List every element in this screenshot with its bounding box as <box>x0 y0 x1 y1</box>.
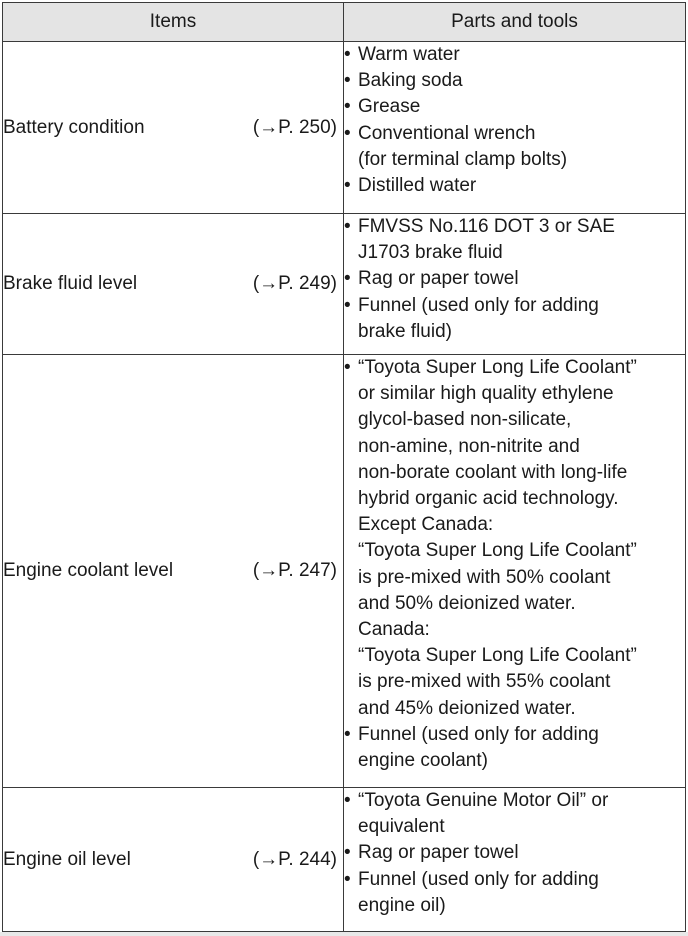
bullet-icon: • <box>344 44 351 65</box>
parts-cell <box>344 788 686 932</box>
item-name: Engine coolant level <box>3 560 174 581</box>
part-text: “Toyota Super Long Life Coolant” or similar high quality ethylene glycol-based non-silicate, non-amine, non-nitrite and non-borate coolant with long-life hybrid organic acid technology. Except Canada: “Toyota Super Long Life Coolant” is pre-mixed with 50% coolant and 50% deionized water. Canada: “Toyota Super Long Life Coolant” is pre-mixed with 55% coolant and 45% deionized water. <box>358 357 637 719</box>
table-row <box>3 788 686 932</box>
table-row <box>3 42 686 214</box>
list-item <box>344 42 685 68</box>
parts-list <box>344 214 685 345</box>
header-parts-and-tools: Parts and tools <box>344 3 686 42</box>
parts-list <box>344 788 685 919</box>
item-line <box>3 849 343 871</box>
item-cell <box>3 42 344 214</box>
part-text: Distilled water <box>358 175 477 197</box>
item-name: Engine oil level <box>3 848 131 870</box>
parts-cell <box>344 42 686 214</box>
list-item <box>344 293 685 345</box>
part-text: Grease <box>358 96 421 118</box>
bullet-icon: • <box>344 842 351 864</box>
bullet-icon: • <box>344 70 351 92</box>
bullet-icon: • <box>344 175 351 197</box>
bullet-icon: • <box>344 357 351 378</box>
header-items: Items <box>3 3 344 42</box>
parts-list <box>344 355 685 774</box>
list-item <box>344 68 685 94</box>
list-item <box>344 788 685 840</box>
part-text: Rag or paper towel <box>358 268 519 290</box>
item-cell <box>3 355 344 788</box>
list-item <box>344 355 685 722</box>
part-text: Baking soda <box>358 70 463 92</box>
page-reference: (→P. 247) <box>252 560 337 581</box>
parts-and-tools-table <box>2 2 686 932</box>
bullet-icon: • <box>344 96 351 118</box>
part-text: Funnel (used only for adding engine coolant) <box>358 723 599 772</box>
item-line <box>3 560 343 582</box>
page-reference: (→P. 249) <box>252 273 337 294</box>
page-bottom-edge <box>0 932 688 936</box>
bullet-icon: • <box>344 216 351 237</box>
part-text: Rag or paper towel <box>358 842 519 864</box>
part-text: Funnel (used only for adding engine oil) <box>358 868 599 916</box>
item-cell <box>3 788 344 932</box>
parts-cell <box>344 355 686 788</box>
item-line <box>3 117 343 139</box>
bullet-icon: • <box>344 790 351 811</box>
list-item <box>344 121 685 173</box>
list-item <box>344 867 685 919</box>
list-item <box>344 722 685 774</box>
item-line <box>3 273 343 295</box>
list-item <box>344 94 685 120</box>
part-text: Conventional wrench (for terminal clamp bolts) <box>358 122 568 170</box>
part-text: FMVSS No.116 DOT 3 or SAE J1703 brake fluid <box>358 216 615 264</box>
parts-cell <box>344 214 686 355</box>
item-name: Brake fluid level <box>3 273 138 294</box>
bullet-icon: • <box>344 868 351 890</box>
part-text: Funnel (used only for adding brake fluid) <box>358 294 599 342</box>
page-reference: (→P. 250) <box>252 116 337 138</box>
list-item <box>344 214 685 266</box>
list-item <box>344 840 685 866</box>
table-row <box>3 355 686 788</box>
bullet-icon: • <box>344 268 351 290</box>
page-reference: (→P. 244) <box>252 848 337 870</box>
table-body <box>3 42 686 932</box>
part-text: Warm water <box>358 44 460 65</box>
bullet-icon: • <box>344 294 351 316</box>
list-item <box>344 173 685 199</box>
part-text: “Toyota Genuine Motor Oil” or equivalent <box>358 790 609 838</box>
table-header-row <box>3 3 686 42</box>
bullet-icon: • <box>344 723 351 745</box>
list-item <box>344 266 685 292</box>
parts-list <box>344 42 685 199</box>
item-name: Battery condition <box>3 116 145 138</box>
bullet-icon: • <box>344 122 351 144</box>
table-row <box>3 214 686 355</box>
item-cell <box>3 214 344 355</box>
